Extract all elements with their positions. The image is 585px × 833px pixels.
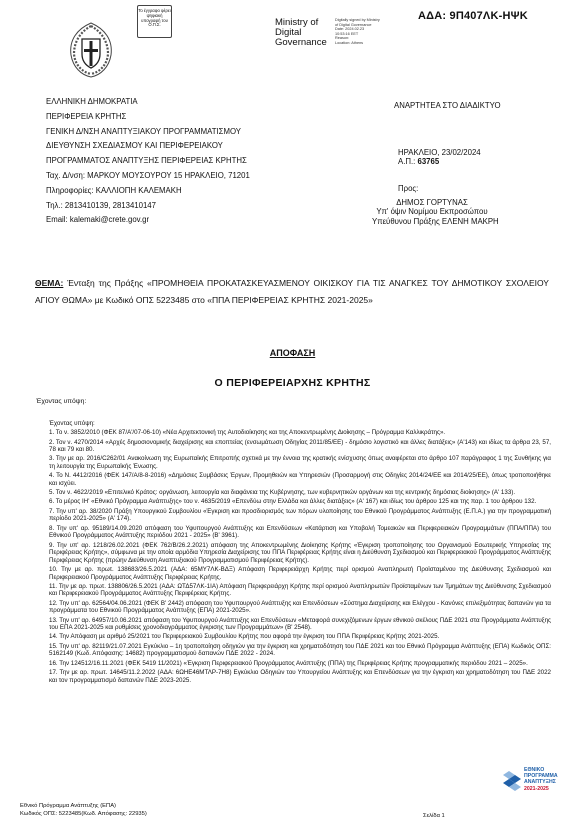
list-item: 7. Την υπ' αρ. 38/2020 Πράξη Υπουργικού Συμβουλίου «Έγκριση και προσδιορισμός των πόρων υλοποίησης του Εθνικού Προγράμματος Ανάπτυξης (Ε.Π.Α.) για την προγραμματική περίοδο 2021-2025» (Α' 174). [49, 507, 551, 523]
sender-line-5: ΠΡΟΓΡΑΜΜΑΤΟΣ ΑΝΑΠΤΥΞΗΣ ΠΕΡΙΦΕΡΕΙΑΣ ΚΡΗΤΗΣ [46, 156, 247, 166]
date-line: ΗΡΑΚΛΕΙΟ, 23/02/2024 [398, 148, 481, 157]
list-item: 12. Την υπ' αρ. 62564/04.06.2021 (ΦΕΚ Β' 2442) απόφαση του Υφυπουργού Ανάπτυξης και Επενδύσεων «Σύστημα Διαχείρισης και Ελέγχου - Κανόνες επιλεξιμότητας δαπανών για τα προγράμματα του Εθνικού Προγράμματος Ανάπτυξης (ΕΠΑ) 2021-2025». [49, 599, 551, 615]
list-item: 13. Την υπ' αρ. 64957/10.06.2021 απόφαση του Υφυπουργού Ανάπτυξης και Επενδύσεων «Μεταφορά συνεχιζόμενων έργων εθνικού σκέλους ΠΔΕ 2021 στα Προγράμματα Ανάπτυξης του ΕΠΑ 2021-2025 και ρυθμίσεις χρονοδιαγράμματος έγκρισης των Προγραμμάτων» (Β' 2548). [49, 616, 551, 632]
list-item: 8. Την υπ' αρ. 95189/14.09.2020 απόφαση του Υφυπουργού Ανάπτυξης και Επενδύσεων «Κατάρτιση και Υποβολή Τομεακών και Περιφερειακών Προγραμμάτων (ΠΠΑ/ΠΠΑ) του Εθνικού Προγράμματος Ανάπτυξης περιόδου 2021 - 2025» (Β' 3961). [49, 524, 551, 540]
epa-logo-line-3: ΑΝΑΠΤΥΞΗΣ [524, 779, 556, 785]
sender-email: Email: kalemaki@crete.gov.gr [46, 215, 150, 225]
list-item: 11. Την με αρ. πρωτ. 138806/26.5.2021 (ΑΔΑ: ΩΤΔ57ΛΚ-1ΙΑ) Απόφαση Περιφερειάρχη Κρήτης περί ορισμού Αναπληρωτών Προϊσταμένων των Τμημάτων της Διεύθυνσης Σχεδιασμού και Περιφερειακού Προγράμματος Ανάπτυξης Περιφέρειας Κρήτης. [49, 582, 551, 598]
page-number: Σελίδα 1 [423, 813, 445, 819]
sender-info: Πληροφορίες: ΚΑΛΛΙΟΠΗ ΚΑΛΕΜΑΚΗ [46, 185, 182, 195]
ministry-digital-governance-logo [275, 18, 327, 48]
sig-line-5: Reason: [335, 36, 350, 41]
decision-title: ΑΠΟΦΑΣΗ [269, 348, 316, 358]
recipient-line-2: Υπ' όψιν Νομίμου Εκπροσώπου [376, 207, 488, 217]
greek-emblem-icon [61, 20, 121, 80]
epa-logo-line-2: ΠΡΟΓΡΑΜΜΑ [524, 773, 558, 779]
footer-line-2: Κωδικός ΟΠΣ: 5223485(Κωδ. Απόφασης: 22935) [20, 810, 147, 817]
list-item: 6. Το μέρος ΙΗ' «Εθνικό Πρόγραμμα Ανάπτυξης» του ν. 4635/2019 «Επενδύω στην Ελλάδα και άλλες διατάξεις» (Α' 167) και ιδίως του άρθρου 125 και της παρ. 1 του άρθρου 132. [49, 498, 537, 506]
sender-line-4: ΔΙΕΥΘΥΝΣΗ ΣΧΕΔΙΑΣΜΟΥ ΚΑΙ ΠΕΡΙΦΕΡΕΙΑΚΟΥ [46, 141, 223, 151]
footer-line-1: Εθνικό Πρόγραμμα Ανάπτυξης (ΕΠΑ) [20, 803, 116, 809]
date-block [398, 148, 481, 167]
protocol-line [398, 157, 481, 166]
list-item: 10. Την με αρ. πρωτ. 138683/26.5.2021 (ΑΔΑ: 65ΜΥ7ΛΚ-ΒΔΞ) Απόφαση Περιφερειάρχη Κρήτης περί ορισμού Αναπληρωτή Προϊσταμένου της Διεύθυνσης Σχεδιασμού και Περιφερειακού Προγράμματος Ανάπτυξης Περιφέρειας Κρήτης. [49, 565, 551, 581]
considerations-intro: Έχοντας υπόψη: [49, 420, 95, 427]
sender-phone: Τηλ.: 2813410139, 2813410147 [46, 200, 156, 210]
having-regard: Έχοντας υπόψη: [36, 398, 87, 405]
subject-text: Ένταξη της Πράξης «ΠΡΟΜΗΘΕΙΑ ΠΡΟΚΑΤΑΣΚΕΥΑΣΜΕΝΟΥ ΟΙΚΙΣΚΟΥ ΓΙΑ ΤΙΣ ΑΝΑΓΚΕΣ ΤΟΥ ΔΗΜΟΤΙΚΟΥ ΣΧΟΛΕΙΟΥ ΑΓΙΟΥ ΘΩΜΑ» με Κωδικό ΟΠΣ 5223485 στο «ΠΠΑ ΠΕΡΙΦΕΡΕΙΑΣ ΚΡΗΤΗΣ 2021-2025» [35, 278, 549, 305]
recipient-block [398, 184, 418, 193]
posting-note [394, 101, 501, 110]
epa-logo-line-4: 2021-2025 [524, 786, 549, 792]
posting-text: ΑΝΑΡΤΗΤΕΑ ΣΤΟ ΔΙΑΔΙΚΤΥΟ [394, 101, 501, 110]
sender-line-1: ΕΛΛΗΝΙΚΗ ΔΗΜΟΚΡΑΤΙΑ [46, 97, 138, 106]
digital-signature-stamp [137, 5, 172, 38]
epa-logo-mark-icon [503, 771, 521, 791]
subject-label: ΘΕΜΑ: [35, 278, 64, 288]
recipient-line-3: Υπεύθυνου Πράξης ΕΛΕΝΗ ΜΑΚΡΗ [372, 216, 499, 226]
recipient-details [372, 198, 499, 226]
list-item: 1. Το ν. 3852/2010 (ΦΕΚ 87/Α'/07-06-10) «Νέα Αρχιτεκτονική της Αυτοδιοίκησης και της Αποκεντρωμένης Διοίκησης – Πρόγραμμα Καλλικράτης». [49, 429, 446, 437]
recipient-line-1: ΔΗΜΟΣ ΓΟΡΤΥΝΑΣ [396, 198, 468, 207]
considerations-list [49, 420, 551, 686]
sig-line-6: Location: Athens [335, 40, 364, 45]
sig-line-1: Digitally signed by Ministry [335, 18, 380, 22]
mdg-line-1: Ministry of [275, 17, 319, 28]
stamp-text: Το έγγραφο φέρει ψηφιακή υπογραφή του Ο.Π.Σ. [138, 8, 171, 28]
sender-address: Ταχ. Δ/νση: ΜΑΡΚΟΥ ΜΟΥΣΟΥΡΟΥ 15 ΗΡΑΚΛΕΙΟ, 71201 [46, 170, 250, 180]
subject [35, 275, 549, 309]
decision-author: Ο ΠΕΡΙΦΕΡΕΙΑΡΧΗΣ ΚΡΗΤΗΣ [214, 377, 371, 389]
sender-block [46, 95, 250, 228]
footer [20, 803, 147, 818]
protocol-label: Α.Π.: [398, 157, 418, 167]
sig-line-4: 10:53:16 EET [335, 31, 359, 36]
epa-logo-line-1: ΕΘΝΙΚΟ [524, 767, 545, 773]
sender-line-3: ΓΕΝΙΚΗ Δ/ΝΣΗ ΑΝΑΠΤΥΞΙΑΚΟΥ ΠΡΟΓΡΑΜΜΑΤΙΣΜΟΥ [46, 126, 241, 136]
mdg-line-3: Governance [275, 37, 327, 48]
sig-line-3: Date: 2024.02.23 [335, 27, 365, 32]
list-item: 16. Την 124512/16.11.2021 (ΦΕΚ 5419 11/2021) «Έγκριση Περιφερειακού Προγράμματος Ανάπτυξης (ΠΠΑ) της Περιφέρειας Κρήτης προγραμματικής περιόδου 2021 – 2025». [49, 659, 528, 667]
list-item: 3. Την με αρ. 2016/C262/01 Ανακοίνωση της Ευρωπαϊκής Επιτροπής σχετικά με την έννοια της κρατικής ενίσχυσης όπως αναφέρεται στο άρθρο 107 παράγραφος 1 της Συνθήκης για τη λειτουργία της Ευρωπαϊκής Ένωσης. [49, 455, 551, 471]
protocol-number: 63765 [417, 157, 440, 167]
list-item: 17. Την με αρ. πρωτ. 14645/11.2.2022 (ΑΔΑ: 6ΩΗΕ46ΜΤΛΡ-7Η8) Εγκύκλιο Οδηγιών του Υπουργείου Ανάπτυξης και Επενδύσεων για την έγκριση και χρηματοδότηση του ΠΔΕ 2022 και τον προγραμματισμό δαπανών ΠΔΕ 2023-2025. [49, 668, 551, 684]
digital-signature-info [335, 18, 405, 46]
sig-line-2: of Digital Governance [335, 22, 372, 27]
mdg-line-2: Digital [275, 27, 302, 38]
recipient-to: Προς: [398, 184, 419, 193]
sender-line-2: ΠΕΡΙΦΕΡΕΙΑ ΚΡΗΤΗΣ [46, 111, 127, 121]
list-item: 4. Το Ν. 4412/2016 (ΦΕΚ 147/Α/8-8-2016) «Δημόσιες Συμβάσεις Έργων, Προμηθειών και Υπηρεσιών (Προσαρμογή στις Οδηγίες 2014/24/ΕΕ και 2014/25/ΕΕ), όπως τροποποιήθηκε και ισχύει. [49, 472, 551, 487]
list-item: 5. Τον ν. 4622/2019 «Επιτελικό Κράτος: οργάνωση, λειτουργία και διαφάνεια της Κυβέρνησης, των κυβερνητικών οργάνων και της κεντρικής δημόσιας διοίκησης» (Α' 133). [49, 489, 516, 497]
epa-logo [501, 759, 561, 805]
list-item: 2. Τον ν. 4270/2014 «Αρχές δημοσιονομικής διαχείρισης και εποπτείας (ενσωμάτωση Οδηγίας 2011/85/ΕΕ) - δημόσιο λογιστικό και άλλες διατάξεις» (Α'143) και ιδίως τα άρθρα 23, 57, 78 και 79 και 80. [49, 438, 551, 454]
list-item: 15. Την υπ' αρ. 82119/21.07.2021 Εγκύκλιο – 1η τροποποίηση οδηγιών για την έγκριση και χρηματοδότηση του ΠΔΕ 2021 και του Εθνικό Πρόγραμμα Ανάπτυξης (ΕΠΑ) Κωδικός ΟΠΣ: 5162149 (Κωδ. Απόφασης: 14682) προγραμματισμού δαπανών ΠΔΕ 2022 - 2024. [49, 642, 551, 658]
list-item: 9. Την υπ' αρ. 1218/26.02.2021 (ΦΕΚ 762/Β/26.2.2021) απόφαση της Αποκεντρωμένης Διοίκησης Κρήτης «Έγκριση τροποποίησης του Οργανισμού Εσωτερικής Υπηρεσίας της Περιφέρειας Κρήτης», σύμφωνα με την οποία αρμόδια Υπηρεσία Διαχείρισης του ΠΠΑ Περιφέρειας Κρήτης είναι η Διεύθυνση Σχεδιασμού και Περιφερειακού Προγράμματος Ανάπτυξης Περιφέρειας Κρήτης (πρώην Διεύθυνση Αναπτυξιακού Προγραμματισμού Περιφέρειας Κρήτης). [49, 541, 551, 564]
list-item: 14. Την Απόφαση με αριθμό 25/2021 του Περιφερειακού Συμβουλίου Κρήτης που αφορά την έγκριση του ΠΠΑ Περιφέρειας Κρήτης 2021-2025. [49, 633, 440, 641]
ada-code: ΑΔΑ: 9Π407ΛΚ-ΗΨΚ [418, 10, 528, 22]
